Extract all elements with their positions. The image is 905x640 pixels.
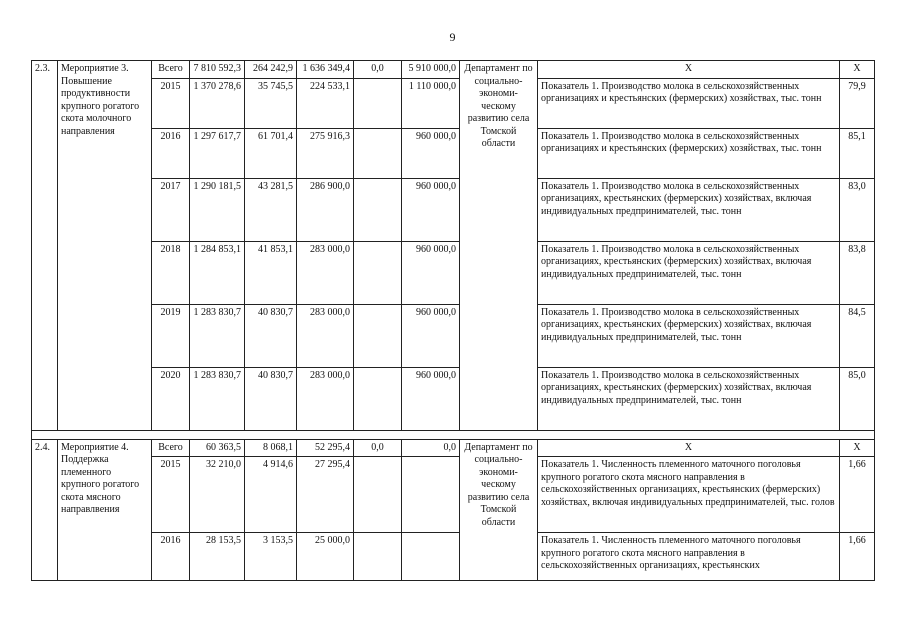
- indicator-text: Показатель 1. Производство молока в сельскохозяйственных организациях и крестьянских (фермерских) хозяйствах, тыс. тонн: [538, 128, 840, 178]
- year-col-5: [402, 533, 460, 581]
- total-col-4: 0,0: [354, 439, 402, 457]
- indicator-text: Показатель 1. Производство молока в сельскохозяйственных организациях, крестьянских (фермерских) хозяйствах, включая индивидуальных предпринимателей, тыс. тонн: [538, 178, 840, 241]
- total-col-1: 60 363,5: [190, 439, 245, 457]
- year-col-4: [354, 457, 402, 533]
- indicator-value: 84,5: [840, 304, 875, 367]
- year-col-2: 61 701,4: [245, 128, 297, 178]
- total-indicator: Х: [538, 61, 840, 79]
- total-col-5: 0,0: [402, 439, 460, 457]
- year-col-3: 283 000,0: [297, 304, 354, 367]
- total-col-3: 1 636 349,4: [297, 61, 354, 79]
- item-title: Мероприятие 4. Поддержка племенного крупного рогатого скота мясного направлвения: [58, 439, 152, 581]
- total-value: Х: [840, 439, 875, 457]
- year-col-2: 35 745,5: [245, 78, 297, 128]
- table-row: [32, 304, 875, 367]
- department: Департамент по социально-экономи-ческому развитию села Томской области: [460, 439, 538, 581]
- year-col-1: 1 297 617,7: [190, 128, 245, 178]
- year-col-1: 28 153,5: [190, 533, 245, 581]
- item-code: 2.3.: [32, 61, 58, 431]
- item-title: Мероприятие 3. Повышение продуктивности крупного рогатого скота молочного направления: [58, 61, 152, 431]
- year-cell: 2017: [152, 178, 190, 241]
- indicator-text: Показатель 1. Производство молока в сельскохозяйственных организациях, крестьянских (фермерских) хозяйствах, включая индивидуальных предпринимателей, тыс. тонн: [538, 304, 840, 367]
- item-code: 2.4.: [32, 439, 58, 581]
- total-value: Х: [840, 61, 875, 79]
- year-col-1: 1 283 830,7: [190, 304, 245, 367]
- program-table: [31, 60, 875, 581]
- total-col-2: 8 068,1: [245, 439, 297, 457]
- total-col-5: 5 910 000,0: [402, 61, 460, 79]
- section-gap: [32, 430, 875, 439]
- gap-cell: [32, 430, 875, 439]
- table-row: [32, 78, 875, 128]
- year-col-4: [354, 128, 402, 178]
- year-col-4: [354, 304, 402, 367]
- table-row: [32, 533, 875, 581]
- year-cell: 2016: [152, 533, 190, 581]
- year-cell: 2019: [152, 304, 190, 367]
- indicator-value: 79,9: [840, 78, 875, 128]
- table-row: [32, 128, 875, 178]
- table-row: [32, 178, 875, 241]
- year-cell: 2015: [152, 457, 190, 533]
- table-row: [32, 367, 875, 430]
- year-col-1: 1 290 181,5: [190, 178, 245, 241]
- total-col-1: 7 810 592,3: [190, 61, 245, 79]
- year-cell: 2015: [152, 78, 190, 128]
- year-col-1: 1 284 853,1: [190, 241, 245, 304]
- year-cell: 2020: [152, 367, 190, 430]
- table-row: [32, 439, 875, 457]
- year-col-5: 960 000,0: [402, 367, 460, 430]
- indicator-value: 83,8: [840, 241, 875, 304]
- indicator-value: 85,1: [840, 128, 875, 178]
- department: Департамент по социально-экономи-ческому развитию села Томской области: [460, 61, 538, 431]
- page-number: 9: [449, 30, 456, 44]
- year-col-3: 27 295,4: [297, 457, 354, 533]
- year-cell: 2016: [152, 128, 190, 178]
- year-col-3: 25 000,0: [297, 533, 354, 581]
- year-col-3: 275 916,3: [297, 128, 354, 178]
- year-col-1: 1 283 830,7: [190, 367, 245, 430]
- year-col-1: 32 210,0: [190, 457, 245, 533]
- indicator-value: 1,66: [840, 533, 875, 581]
- year-col-2: 4 914,6: [245, 457, 297, 533]
- table-row: [32, 241, 875, 304]
- year-col-5: 960 000,0: [402, 241, 460, 304]
- indicator-text: Показатель 1. Численность племенного маточного поголовья крупного рогатого скота мясного направления в сельскохозяйственных организациях, крестьянских (фермерских) хозяйствах, включая индивидуальных предпринимателей, тыс. голов: [538, 457, 840, 533]
- year-col-5: 960 000,0: [402, 178, 460, 241]
- year-col-5: 960 000,0: [402, 128, 460, 178]
- year-col-3: 283 000,0: [297, 367, 354, 430]
- year-col-3: 283 000,0: [297, 241, 354, 304]
- table-row: [32, 61, 875, 79]
- year-col-5: 960 000,0: [402, 304, 460, 367]
- year-col-4: [354, 367, 402, 430]
- total-col-2: 264 242,9: [245, 61, 297, 79]
- year-col-2: 43 281,5: [245, 178, 297, 241]
- year-col-3: 286 900,0: [297, 178, 354, 241]
- total-label: Всего: [152, 61, 190, 79]
- year-col-2: 41 853,1: [245, 241, 297, 304]
- year-col-4: [354, 178, 402, 241]
- indicator-text: Показатель 1. Производство молока в сельскохозяйственных организациях и крестьянских (фермерских) хозяйствах, тыс. тонн: [538, 78, 840, 128]
- indicator-text: Показатель 1. Численность племенного маточного поголовья крупного рогатого скота мясного направления в сельскохозяйственных организациях, крестьянских: [538, 533, 840, 581]
- year-col-1: 1 370 278,6: [190, 78, 245, 128]
- year-col-4: [354, 78, 402, 128]
- indicator-text: Показатель 1. Производство молока в сельскохозяйственных организациях, крестьянских (фермерских) хозяйствах, включая индивидуальных предпринимателей, тыс. тонн: [538, 241, 840, 304]
- indicator-value: 1,66: [840, 457, 875, 533]
- table-row: [32, 457, 875, 533]
- year-col-4: [354, 533, 402, 581]
- total-indicator: Х: [538, 439, 840, 457]
- year-col-2: 3 153,5: [245, 533, 297, 581]
- total-label: Всего: [152, 439, 190, 457]
- year-col-2: 40 830,7: [245, 304, 297, 367]
- indicator-text: Показатель 1. Производство молока в сельскохозяйственных организациях, крестьянских (фермерских) хозяйствах, включая индивидуальных предпринимателей, тыс. тонн: [538, 367, 840, 430]
- year-col-4: [354, 241, 402, 304]
- indicator-value: 83,0: [840, 178, 875, 241]
- indicator-value: 85,0: [840, 367, 875, 430]
- year-cell: 2018: [152, 241, 190, 304]
- year-col-5: 1 110 000,0: [402, 78, 460, 128]
- total-col-4: 0,0: [354, 61, 402, 79]
- year-col-3: 224 533,1: [297, 78, 354, 128]
- year-col-5: [402, 457, 460, 533]
- total-col-3: 52 295,4: [297, 439, 354, 457]
- year-col-2: 40 830,7: [245, 367, 297, 430]
